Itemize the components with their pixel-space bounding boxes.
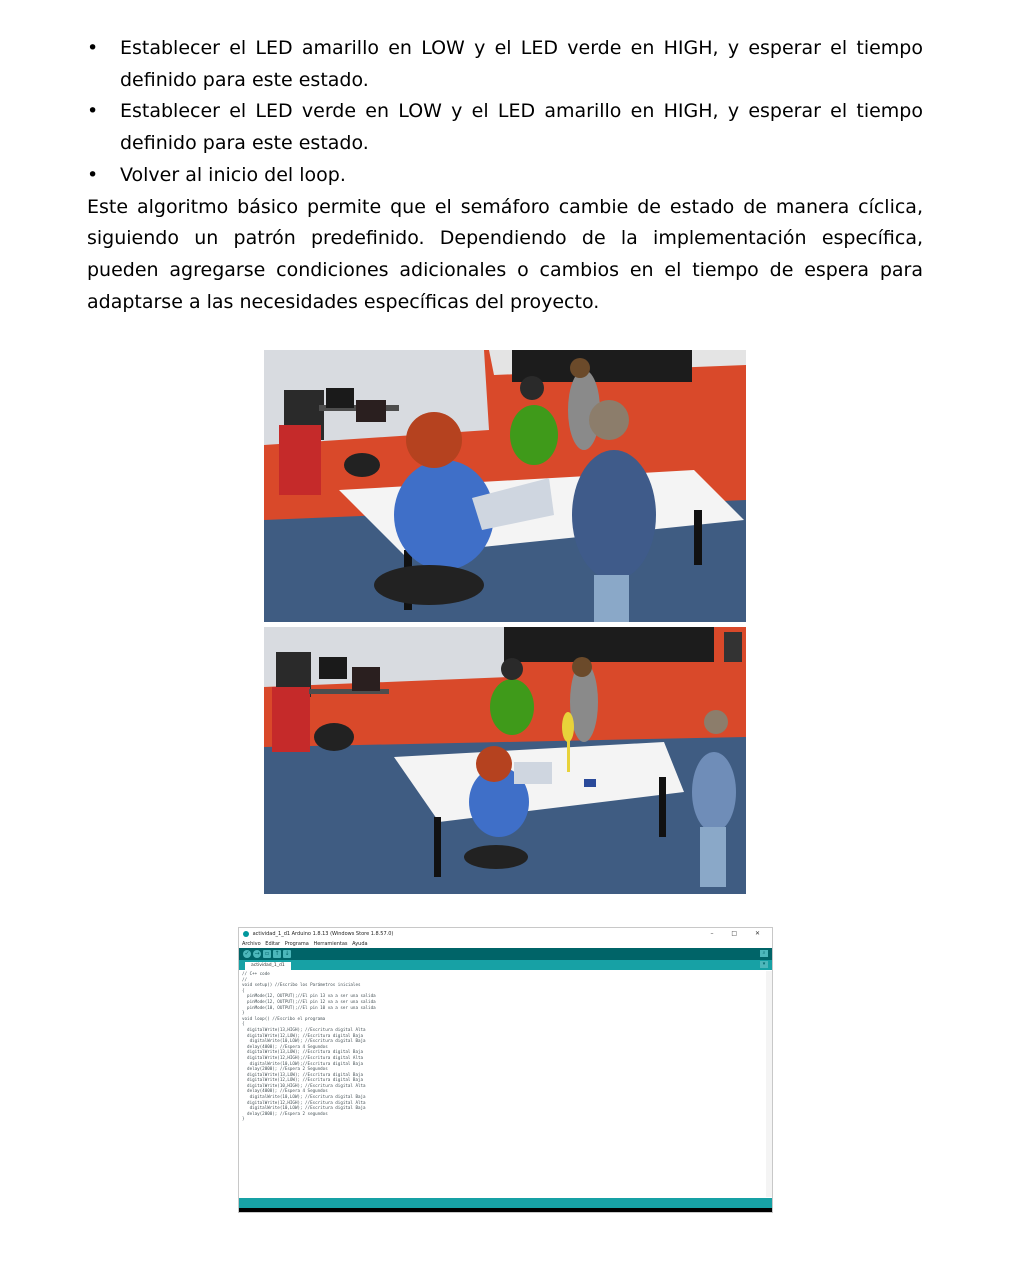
- ide-console: [239, 1208, 772, 1212]
- code-line: digitalWrite(12,HIGH); //Escritura digital Alta: [242, 1099, 366, 1105]
- table-leg: [659, 777, 666, 837]
- code-line: delay(4000); //Espera 4 Segundos: [242, 1088, 328, 1094]
- laptop-screen: [514, 762, 552, 784]
- menu-programa[interactable]: Programa: [284, 941, 309, 947]
- avatar-head: [572, 657, 592, 677]
- office-chair: [314, 723, 354, 751]
- bullet-item: [87, 160, 923, 192]
- virtual-classroom-image-1: [264, 350, 746, 622]
- code-line: {: [242, 987, 245, 993]
- red-cabinet: [272, 687, 310, 752]
- code-line: digitalWrite(10,LOW); //Escritura digital Baja: [242, 1038, 366, 1044]
- menu-editar[interactable]: Editar: [265, 941, 281, 947]
- bullet-text: Volver al inicio del loop.: [120, 163, 346, 186]
- ide-toolbar: [239, 948, 772, 960]
- table-leg: [434, 817, 441, 877]
- arduino-ide-window: [238, 927, 773, 1213]
- bullet-item: [87, 33, 923, 96]
- bullet-symbol: •: [87, 37, 99, 59]
- ide-menu-bar: [239, 940, 772, 948]
- stool: [464, 845, 528, 869]
- avatar-beanie: [704, 710, 728, 734]
- stool: [374, 565, 484, 605]
- menu-archivo[interactable]: Archivo: [242, 941, 261, 947]
- save-file-icon[interactable]: ↓: [284, 950, 290, 957]
- upload-icon[interactable]: →: [254, 950, 260, 957]
- serial-monitor-icon[interactable]: ⌕: [760, 950, 768, 957]
- body-paragraph: Este algoritmo básico permite que el semáforo cambie de estado de manera cíclica, siguiendo un patrón predefinido. Dependiendo de la implementación específica, pueden agregarse condiciones adicionales o cambios en el tiempo de espera para adaptarse a las necesidades específicas del proyecto.: [87, 195, 923, 313]
- new-file-icon[interactable]: ▫: [264, 950, 270, 957]
- arduino-app-icon: [243, 931, 249, 937]
- avatar-jeans: [700, 827, 726, 887]
- code-line: digitalWrite(13,LOW); //Escritura digital Baja: [242, 1071, 364, 1077]
- arduino-board: [584, 779, 596, 787]
- verify-icon[interactable]: ✓: [244, 950, 250, 957]
- code-line: //: [242, 976, 248, 982]
- virtual-classroom-image-2: [264, 627, 746, 894]
- monitor: [319, 657, 347, 679]
- code-line: digitalWrite(13,HIGH); //Escritura digital Alta: [242, 1026, 366, 1032]
- code-line: delay(2000); //Espera 2 segundos: [242, 1110, 328, 1116]
- code-line: digitalWrite(10,LOW); //Escritura digital Baja: [242, 1105, 366, 1111]
- avatar-head: [501, 658, 523, 680]
- code-line: delay(4000); //Espera 4 Segundos: [242, 1043, 328, 1049]
- menu-ayuda[interactable]: Ayuda: [352, 941, 368, 947]
- avatar-red-hair: [406, 412, 462, 468]
- tv-screen: [504, 627, 714, 662]
- classroom-scene-1-illustration: [264, 350, 746, 622]
- bullet-symbol: •: [87, 100, 99, 123]
- open-file-icon[interactable]: ↑: [274, 950, 280, 957]
- avatar-blue-jacket: [692, 752, 736, 832]
- code-line: digitalWrite(10,LOW); //Escritura digital Baja: [242, 1094, 366, 1100]
- code-line: digitalWrite(10,LOW);//Escritura digital Baja: [242, 1060, 364, 1066]
- classroom-scene-2-illustration: [264, 627, 746, 894]
- code-line: void setup() //Escribo los Parámetros iniciales: [242, 982, 361, 988]
- code-line: pinMode(12, OUTPUT);//El pin 13 va a ser una salida: [242, 993, 376, 999]
- editor-scrollbar[interactable]: [766, 971, 772, 1197]
- code-line: pinMode(10, OUTPUT);//El pin 10 va a ser una salida: [242, 1004, 376, 1010]
- document-text: [87, 33, 923, 318]
- avatar-green-shirt: [510, 405, 558, 465]
- red-cabinet: [279, 425, 321, 495]
- ide-title-bar: [239, 928, 772, 940]
- code-line: pinMode(12, OUTPUT);//El pin 12 va a ser una salida: [242, 998, 376, 1004]
- avatar-blue-jacket: [572, 450, 656, 580]
- code-line: {: [242, 1021, 245, 1027]
- window-controls[interactable]: – □ ✕: [710, 930, 768, 937]
- code-line: digitalWrite(12,LOW); //Escritura digital Baja: [242, 1077, 364, 1083]
- avatar-green-shirt: [490, 679, 534, 735]
- avatar-head: [520, 376, 544, 400]
- bullet-text: Establecer el LED verde en LOW y el LED amarillo en HIGH, y esperar el tiempo definido para este estado.: [120, 100, 923, 155]
- traffic-light: [562, 712, 574, 742]
- avatar-head: [570, 358, 590, 378]
- code-line: digitalWrite(12,LOW); //Escritura digital Baja: [242, 1032, 364, 1038]
- bullet-item: [87, 96, 923, 159]
- ide-window-title: actividad_1_d1 Arduino 1.8.13 (Windows Store 1.8.57.0): [252, 931, 394, 937]
- table-leg: [694, 510, 702, 565]
- bullet-text: Establecer el LED amarillo en LOW y el LED verde en HIGH, y esperar el tiempo definido para este estado.: [120, 37, 923, 91]
- code-line: digitalWrite(10,HIGH); //Escritura digital Alta: [242, 1082, 366, 1088]
- code-line: delay(2000); //Espera 2 Segundos: [242, 1066, 328, 1072]
- avatar-beanie: [589, 400, 629, 440]
- code-line: }: [242, 1010, 245, 1016]
- code-line: digitalWrite(13,LOW); //Escritura digital Baja: [242, 1049, 364, 1055]
- code-line: // C++ code: [242, 971, 270, 976]
- avatar-jeans: [594, 575, 629, 622]
- bullet-symbol: •: [87, 163, 99, 186]
- code-line: void loop() //Escribo el programa: [242, 1015, 326, 1021]
- tab-actividad[interactable]: actividad_1_d1: [245, 962, 291, 970]
- code-editor[interactable]: [239, 971, 766, 1197]
- box: [356, 400, 386, 422]
- box: [352, 667, 380, 691]
- menu-herramientas[interactable]: Herramientas: [313, 941, 348, 947]
- office-chair: [344, 453, 380, 477]
- monitor: [326, 388, 354, 408]
- code-line: }: [242, 1116, 245, 1122]
- avatar-red-hair: [476, 746, 512, 782]
- tab-menu-icon[interactable]: ▾: [760, 961, 768, 968]
- speaker: [724, 632, 742, 662]
- ide-status-bar: [239, 1198, 772, 1208]
- code-line: digitalWrite(12,HIGH);//Escritura digital Alta: [242, 1054, 364, 1060]
- tv-screen: [512, 350, 692, 382]
- ide-tab-bar: [239, 960, 772, 970]
